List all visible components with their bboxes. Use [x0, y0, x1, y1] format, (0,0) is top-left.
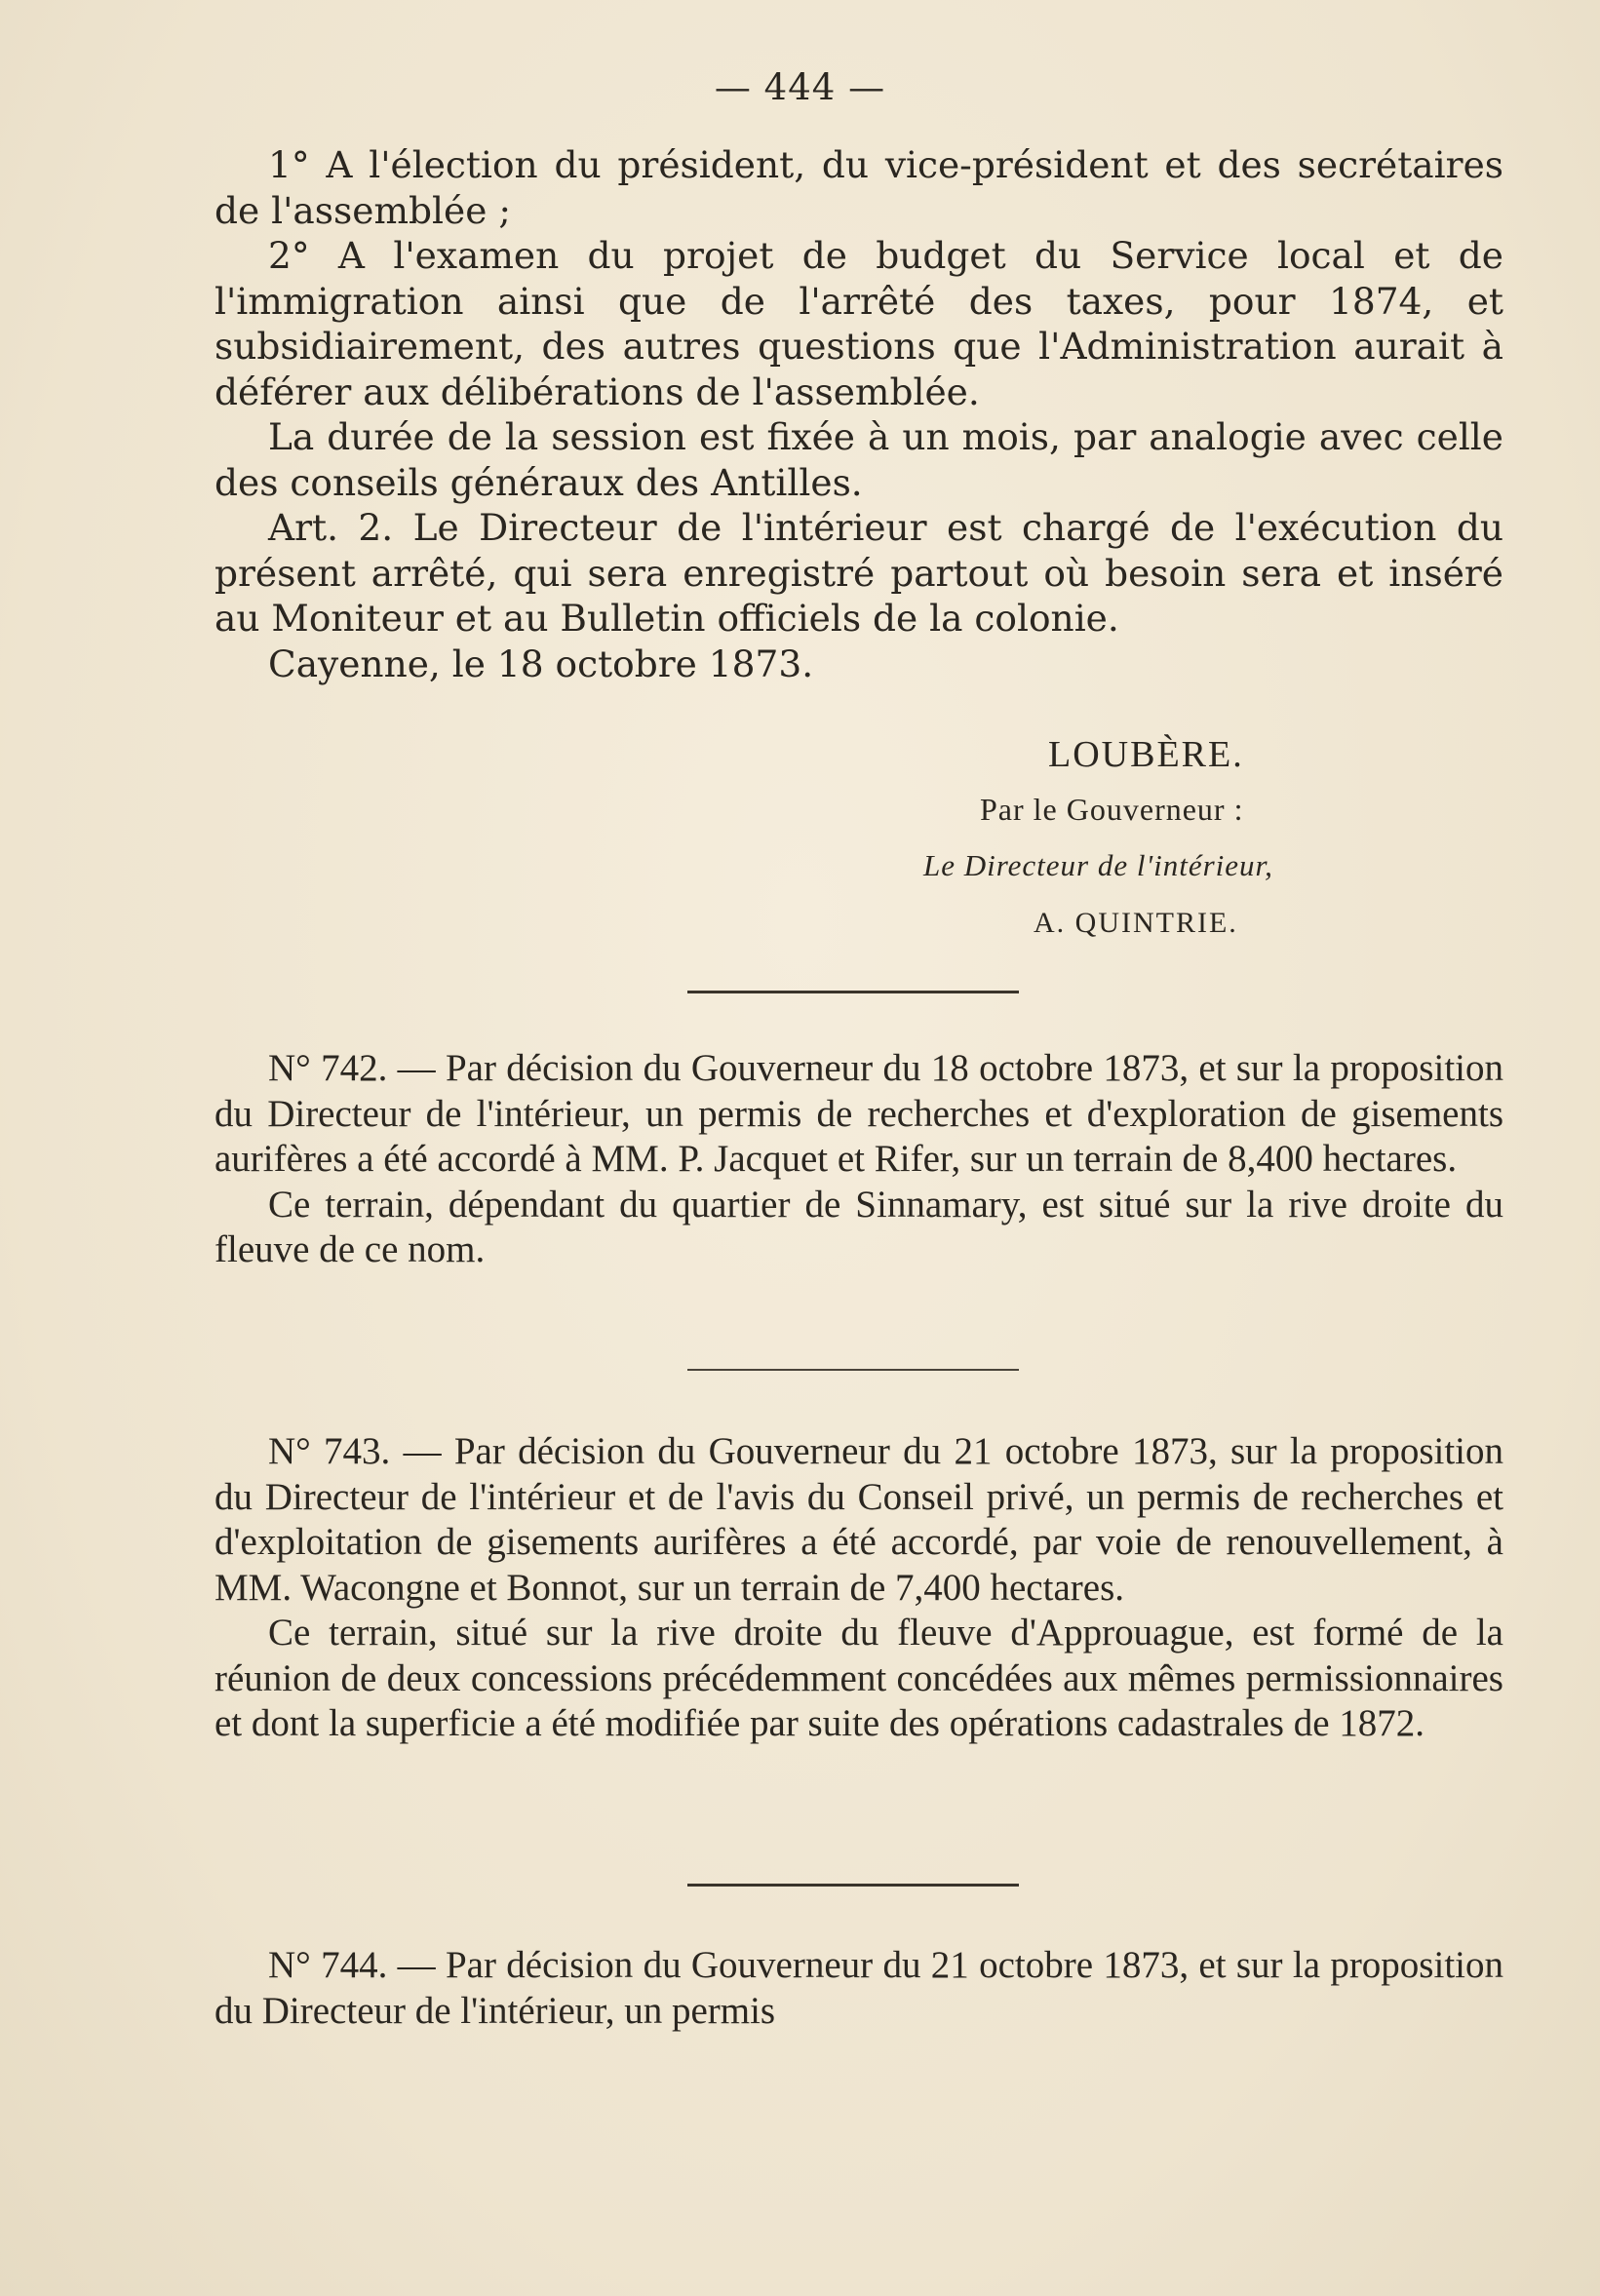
arrete-text	[215, 142, 1503, 686]
entry-743-paragraph-1	[215, 1429, 1503, 1611]
signer-name: A. QUINTRIE.	[1034, 907, 1238, 939]
section-divider	[687, 1884, 1019, 1887]
director-title: Le Directeur de l'intérieur,	[923, 848, 1273, 882]
entry-742	[215, 1046, 1503, 1273]
entry-742-text: — Par décision du Gouverneur du 18 octobre 1873, et sur la proposition du Directeur de l'intérieur, un permis de recherches et d'exploration de gisements aurifères a été accordé à MM. P. Jacquet et Rifer, sur un terrain de 8,400 hectares.	[215, 1047, 1503, 1180]
session-duration: La durée de la session est fixée à un mois, par analogie avec celle des conseils généraux des Antilles.	[215, 415, 1503, 504]
entry-743-number: N° 743.	[268, 1430, 391, 1472]
item-election: 1° A l'élection du président, du vice-président et des secrétaires de l'assemblée ;	[215, 143, 1503, 232]
entry-743	[215, 1429, 1503, 1747]
page-number: — 444 —	[714, 66, 886, 108]
entry-743-text: — Par décision du Gouverneur du 21 octobre 1873, sur la proposition du Directeur de l'intérieur et de l'avis du Conseil privé, un permis de recherches et d'exploitation de gisements aurifères a été accordé, par voie de renouvellement, à MM. Wacongne et Bonnot, sur un terrain de 7,400 hectares.	[215, 1430, 1504, 1609]
item-budget: 2° A l'examen du projet de budget du Service local et de l'immigration ainsi que de l'arrêté des taxes, pour 1874, et subsidiairement, des autres questions que l'Administration aurait à déférer aux délibérations de l'assemblée.	[215, 234, 1503, 413]
entry-744-text: — Par décision du Gouverneur du 21 octobre 1873, et sur la proposition du Directeur de l'intérieur, un permis	[215, 1944, 1503, 2032]
par-le-gouverneur: Par le Gouverneur :	[980, 792, 1244, 827]
entry-742-number: N° 742.	[268, 1047, 388, 1089]
entry-742-paragraph-2: Ce terrain, dépendant du quartier de Sinnamary, est situé sur la rive droite du fleuve de ce nom.	[215, 1183, 1503, 1270]
entry-742-paragraph-1	[215, 1046, 1503, 1183]
date-place: Cayenne, le 18 octobre 1873.	[268, 642, 814, 685]
entry-743-paragraph-2: Ce terrain, situé sur la rive droite du fleuve d'Approuague, est formé de la réunion de deux concessions précédemment concédées aux mêmes permissionnaires et dont la superficie a été modifiée par suite des opérations cadastrales de 1872.	[215, 1612, 1503, 1744]
article-2: Art. 2. Le Directeur de l'intérieur est chargé de l'exécution du présent arrêté, qui sera enregistré partout où besoin sera et inséré au Moniteur et au Bulletin officiels de la colonie.	[215, 506, 1503, 640]
entry-744-number: N° 744.	[268, 1944, 388, 1986]
governor-name: LOUBÈRE.	[1048, 734, 1244, 775]
entry-744-paragraph-1	[215, 1943, 1503, 2034]
entry-744	[215, 1943, 1503, 2034]
section-divider	[687, 1369, 1019, 1371]
section-divider	[687, 991, 1019, 993]
